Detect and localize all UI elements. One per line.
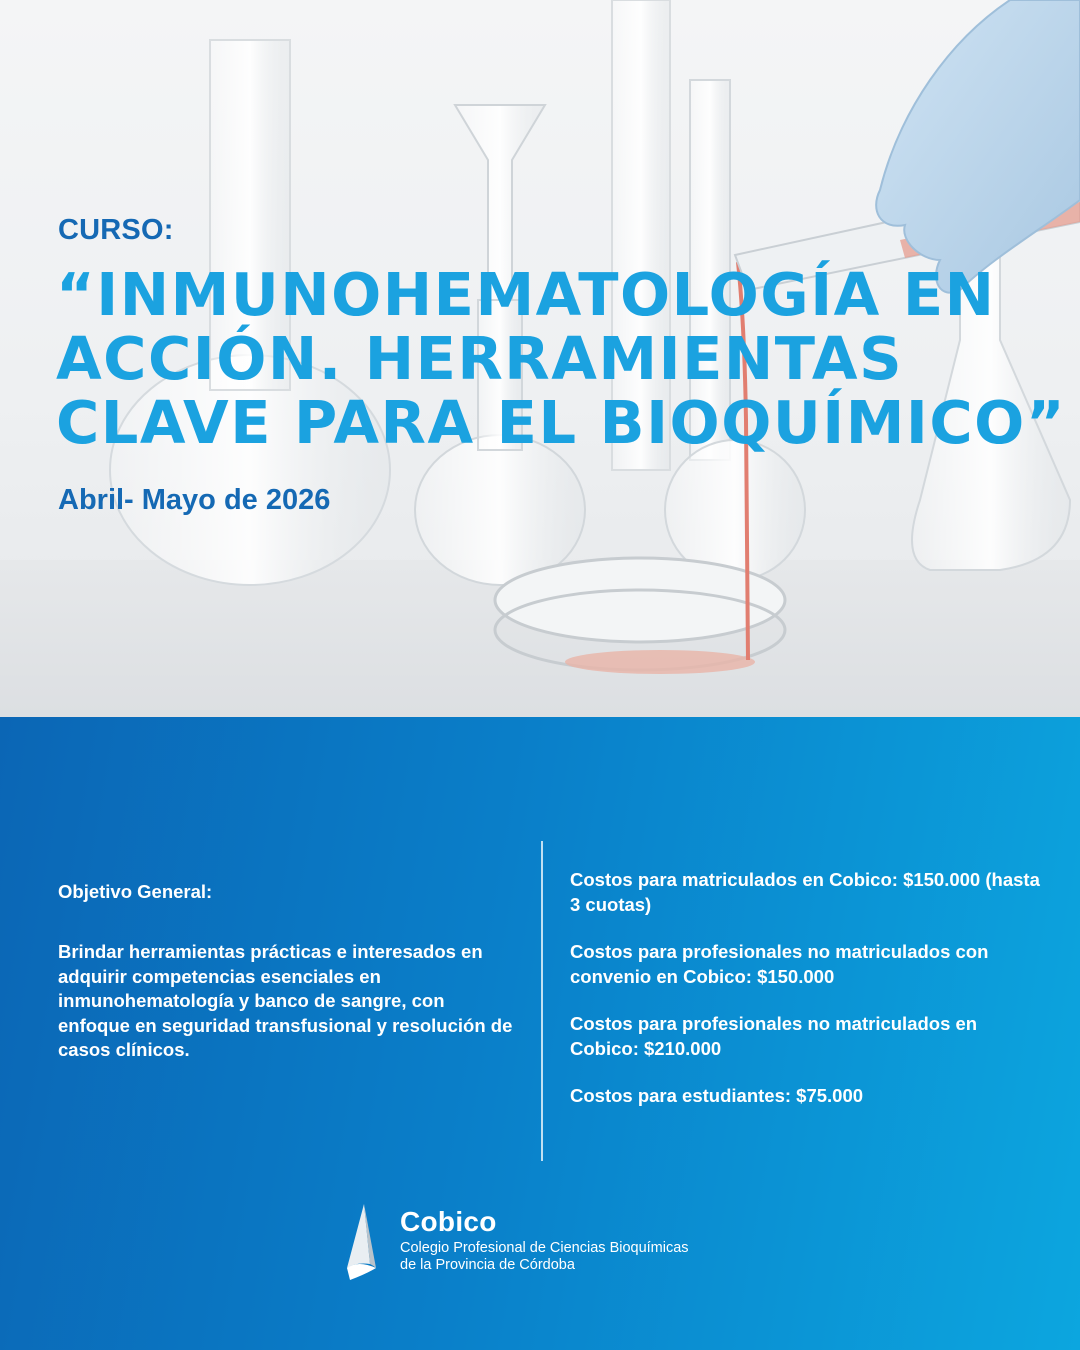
objective-text: Brindar herramientas prácticas e interesados en adquirir competencias esenciales en inmunohematología y banco de sangre, con enfoque en seguridad transfusional y resolución de casos clínicos. — [58, 941, 513, 1060]
cobico-logo — [344, 1204, 764, 1284]
course-label: CURSO: — [58, 214, 174, 246]
cost-item: Costos para profesionales no matriculados con convenio en Cobico: $150.000 — [570, 941, 989, 987]
brand-subtitle-line: Colegio Profesional de Ciencias Bioquímicas — [400, 1240, 689, 1256]
cost-item: Costos para estudiantes: $75.000 — [570, 1085, 864, 1106]
info-panel — [0, 717, 1080, 1350]
column-divider — [541, 841, 543, 1161]
course-title-line: CLAVE PARA EL BIOQUÍMICO” — [56, 388, 1067, 457]
course-dates: Abril- Mayo de 2026 — [58, 484, 331, 516]
cost-item: Costos para matriculados en Cobico: $150.000 (hasta 3 cuotas) — [570, 869, 1040, 915]
costs-list — [570, 868, 1050, 1132]
cobico-cone-icon — [344, 1204, 378, 1280]
objective-heading: Objetivo General: — [58, 881, 213, 902]
brand-subtitle — [400, 1240, 760, 1274]
objective-block — [58, 880, 518, 1063]
course-title-line: “INMUNOHEMATOLOGÍA EN — [56, 260, 996, 329]
course-title — [56, 260, 1067, 457]
brand-name: Cobico — [400, 1206, 497, 1237]
brand-subtitle-line: de la Provincia de Córdoba — [400, 1257, 575, 1273]
cost-item: Costos para profesionales no matriculados en Cobico: $210.000 — [570, 1013, 978, 1059]
course-title-line: ACCIÓN. HERRAMIENTAS — [56, 324, 904, 393]
